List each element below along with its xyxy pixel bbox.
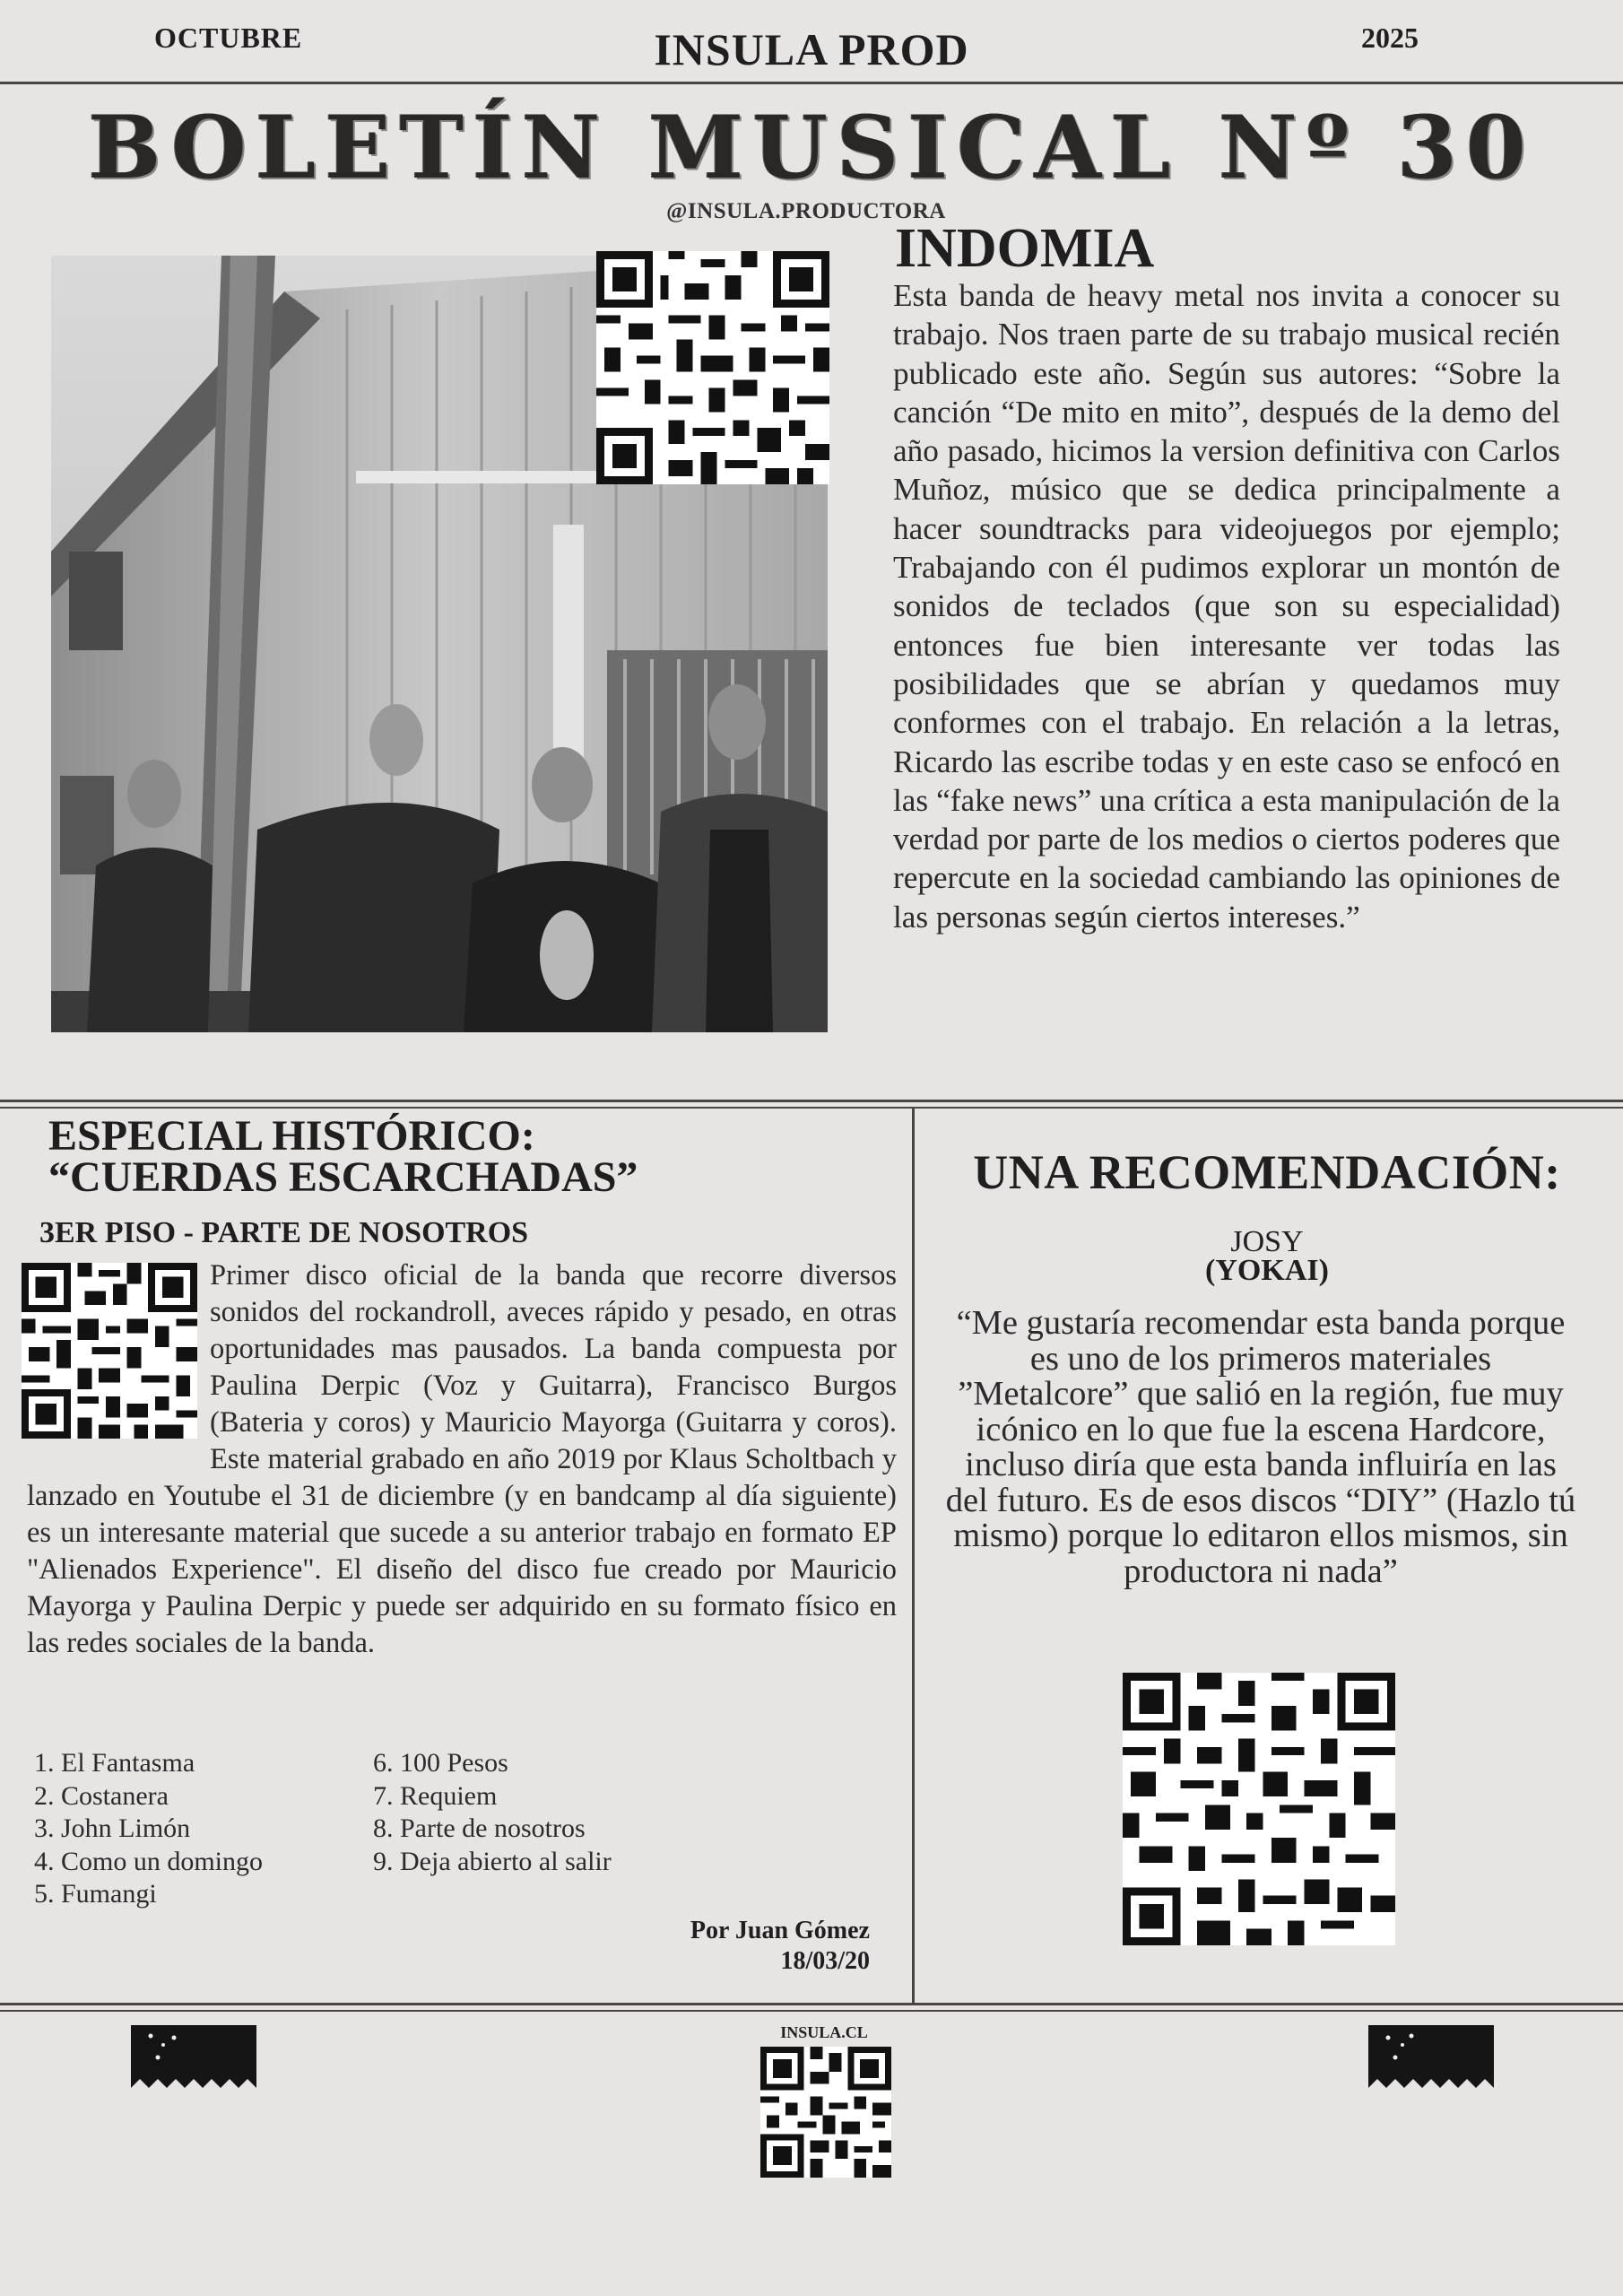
tracklist-column-1	[34, 1747, 263, 1911]
social-handle-text: @INSULA.PRODUCTORA	[666, 199, 946, 223]
article-byline	[628, 1916, 870, 1977]
especial-heading-line1: ESPECIAL HISTÓRICO:	[48, 1112, 535, 1160]
brand-name: INSULA PROD	[654, 24, 969, 74]
qr-code-icon	[596, 251, 829, 484]
especial-heading	[48, 1112, 891, 1201]
track-item: 3. John Limón	[34, 1813, 191, 1843]
social-handle	[0, 199, 1623, 224]
issue-month: OCTUBRE	[154, 22, 303, 54]
newsletter-title: BOLETÍN MUSICAL Nº 30	[88, 97, 1535, 198]
qr-code-icon	[22, 1263, 197, 1439]
middle-rule-upper	[0, 1100, 1623, 1102]
especial-qr-code-icon[interactable]	[22, 1263, 197, 1439]
track-item: 8. Parte de nosotros	[373, 1813, 586, 1843]
footer-qr-code-icon[interactable]	[760, 2047, 891, 2178]
middle-rule-lower	[0, 1107, 1623, 1109]
track-item: 6. 100 Pesos	[373, 1748, 508, 1778]
track-item: 9. Deja abierto al salir	[373, 1846, 612, 1876]
track-item: 2. Costanera	[34, 1780, 169, 1811]
issue-year: 2025	[1361, 22, 1419, 54]
top-rule	[0, 82, 1623, 84]
especial-heading-line2: “CUERDAS ESCARCHADAS”	[48, 1153, 638, 1201]
recommender-band: (YOKAI)	[1205, 1254, 1329, 1287]
indomia-qr-code-icon[interactable]	[596, 251, 829, 484]
publish-date: 18/03/20	[780, 1947, 870, 1975]
indomia-heading: INDOMIA	[895, 218, 1155, 279]
track-item: 7. Requiem	[373, 1780, 498, 1811]
bottom-rule-upper	[0, 2003, 1623, 2005]
especial-article-text: Primer disco oficial de la banda que recorre diversos sonidos del rockandroll, aveces rápido y pesado, en otras oportunidades mas pausados. La banda compuesta por Paulina Derpic (Voz y Guitarra), Francisco Burgos (Bateria y coros) y Mauricio Mayorga (Guitarra y coros). Este material grabado en año 2019 por Klaus Scholtbach y lanzado en Youtube el 31 de diciembre (y en bandcamp al día siguiente) es un interesante material que sucede a su anterior trabajo en formato EP "Alienados Experience". El diseño del disco fue creado por Mauricio Mayorga y Paulina Derpic y puede ser adquirido en su formato físico en las redes sociales de la banda.	[27, 1259, 897, 1659]
track-item: 4. Como un domingo	[34, 1846, 264, 1876]
track-item: 5. Fumangi	[34, 1879, 157, 1909]
indomia-article-text: Esta banda de heavy metal nos invita a conocer su trabajo. Nos traen parte de su trabajo musical recién publicado este año. Según sus autores: “Sobre la canción “De mito en mito”, después de la demo del año pasado, hicimos la version definitiva con Carlos Muñoz, músico que se dedica principalmente a hacer soundtracks para videojuegos por ejemplo; Trabajando con él pudimos explorar un montón de sonidos de teclados (que son su especialidad) entonces fue bien interesante ver todas las posibilidades que se abrían y quedamos muy conformes con el trabajo. En relación a la letras, Ricardo las escribe todas y en este caso se enfocó en las “fake news” una crítica a esta manipulación de la verdad por parte de los medios o ciertos poderes que repercute en la sociedad cambiando las opiniones de las personas según ciertos intereses.”	[893, 278, 1560, 935]
track-item: 1. El Fantasma	[34, 1748, 195, 1778]
recommender-name: JOSY	[1230, 1225, 1304, 1258]
tracklist-column-2	[373, 1747, 612, 1878]
footer-website-label: INSULA.CL	[780, 2023, 868, 2041]
recommendation-quote: “Me gustaría recomendar esta banda porque es uno de los primeros materiales ”Metalcore” que salió en la región, fue muy icónico en lo que fue la escena Hardcore, incluso diría que esta banda influiría en las del futuro. Es de esos discos “DIY” (Hazlo tú mismo) porque lo editaron ellos mismos, sin productora ni nada”	[945, 1304, 1576, 1590]
author: Por Juan Gómez	[690, 1917, 870, 1944]
especial-article	[27, 1257, 897, 1662]
bottom-rule-lower	[0, 2010, 1623, 2012]
qr-code-icon	[1123, 1673, 1395, 1945]
especial-subheading: 3ER PISO - PARTE DE NOSOTROS	[39, 1216, 529, 1249]
recommendation-qr-code-icon[interactable]	[1123, 1673, 1395, 1945]
recommendation-heading: UNA RECOMENDACIÓN:	[973, 1145, 1561, 1199]
qr-code-icon	[760, 2047, 891, 2178]
